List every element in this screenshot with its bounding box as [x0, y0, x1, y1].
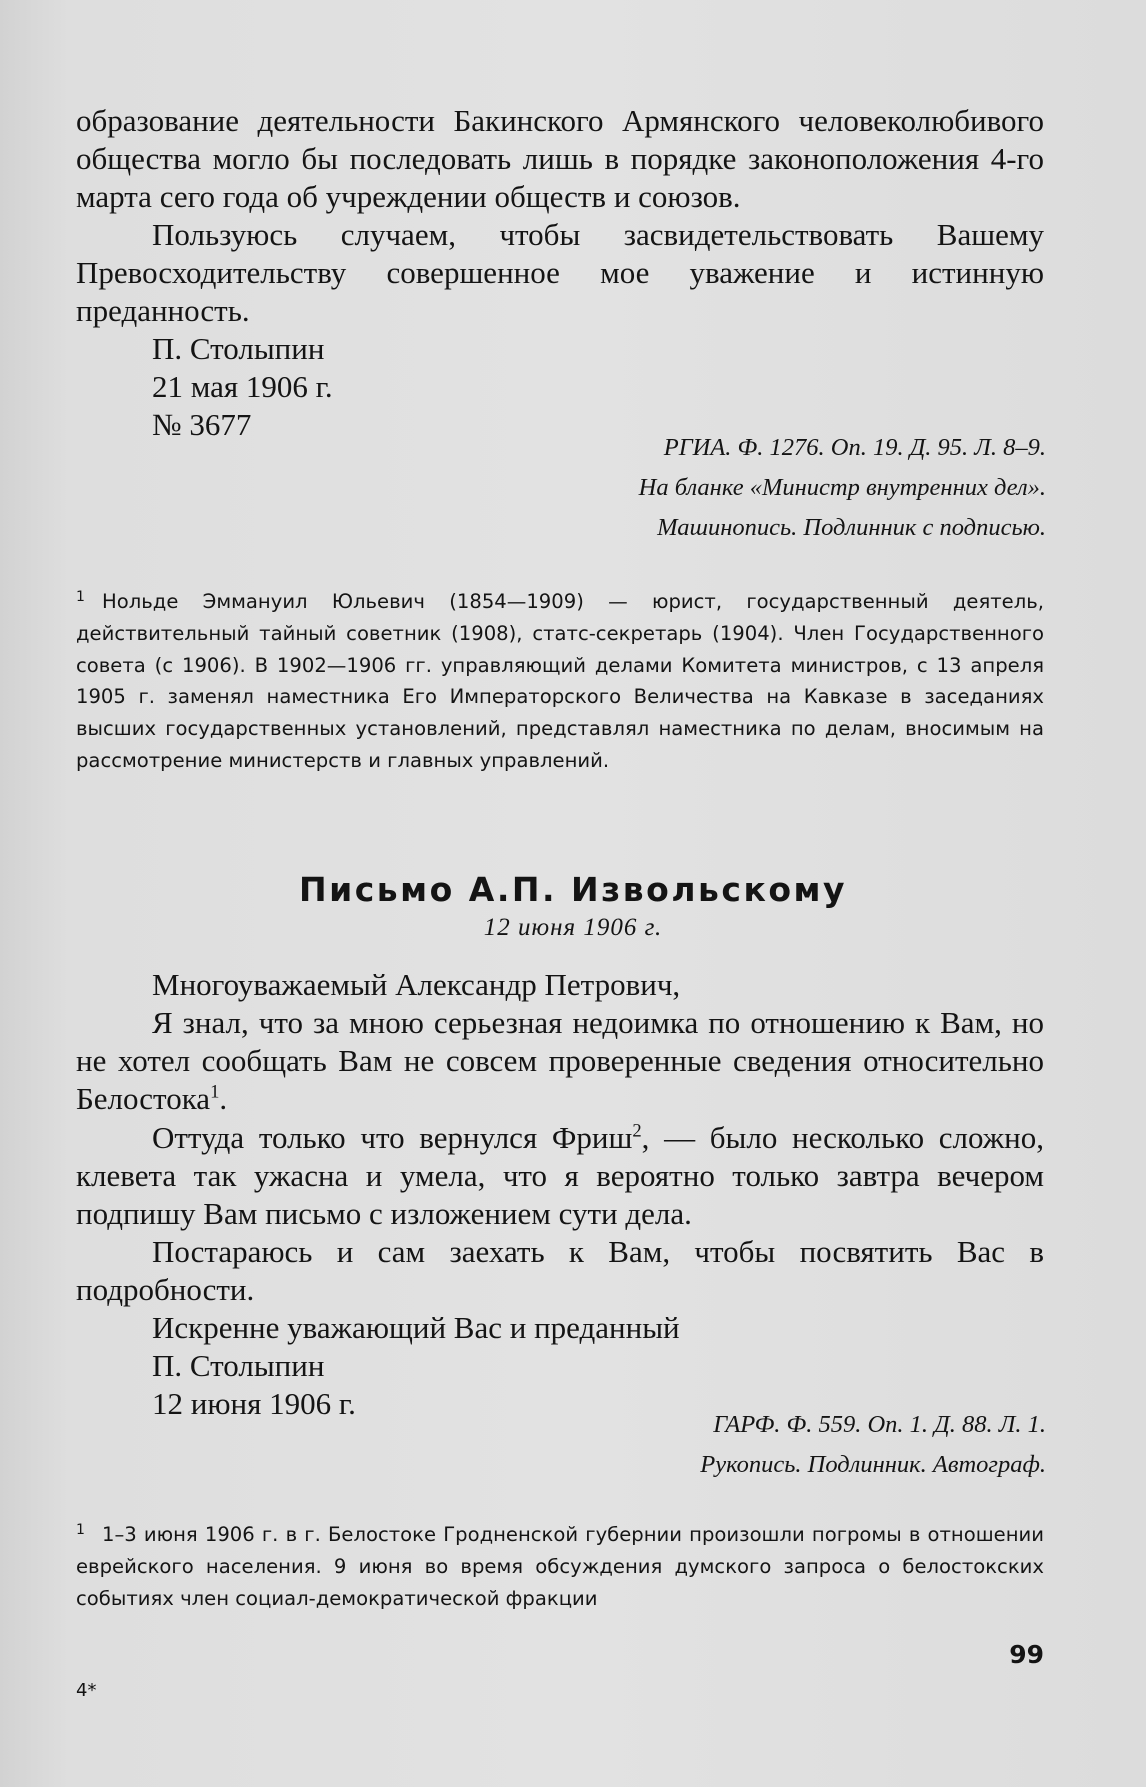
footnote-ref: 2 — [632, 1120, 642, 1142]
letter1-source-archive: РГИА. Ф. 1276. Оп. 19. Д. 95. Л. 8–9. — [663, 434, 1046, 461]
footnote-text: Нольде Эммануил Юльевич (1854—1909) — юрист, государственный деятель, действительный тайный советник (1908), статс-секретарь (1904). Член Государственного совета (с 1906). В 1902—1906 гг. управляющий делами Комитета министров, с 13 апреля 1905 г. заменял наместника Его Императорского Величества на Кавказе в заседаниях высших государственных установлений, представлял наместника по делам, вносимым на рассмотрение министерств и главных управлений. — [76, 590, 1044, 772]
letter1-signature: П. Столыпин — [152, 331, 325, 366]
letter2-signature: П. Столыпин — [152, 1348, 325, 1383]
page-number: 99 — [1009, 1640, 1044, 1669]
paragraph-text: Я знал, что за мною серьезная недоимка по отношению к Вам, но не хотел сообщать Вам не совсем проверенные сведения относительно Белостока — [76, 1005, 1044, 1117]
letter2-paragraph-1 — [76, 1004, 1044, 1119]
letter2-date: 12 июня 1906 г. — [152, 1386, 356, 1421]
footnote-ref: 1 — [210, 1082, 220, 1104]
footnote-marker: 1 — [76, 589, 85, 605]
letter2-source-type: Рукопись. Подлинник. Автограф. — [700, 1451, 1046, 1478]
letter1-source-letterhead: На бланке «Министр внутренних дел». — [638, 474, 1046, 501]
letter1-date: 21 мая 1906 г. — [152, 369, 333, 404]
letter2-closing: Искренне уважающий Вас и преданный — [152, 1310, 680, 1345]
footnote-marker: 1 — [76, 1522, 85, 1538]
letter2-salutation: Многоуважаемый Александр Петрович, — [152, 967, 681, 1002]
letter1-closing-paragraph: Пользуюсь случаем, чтобы засвидетельствовать Вашему Превосходительству совершенное мое уважение и истинную преданность. — [76, 217, 1044, 329]
letter2-heading-date: 12 июня 1906 г. — [483, 914, 663, 941]
letter1-opening-paragraph: образование деятельности Бакинского Армянского человеколюбивого общества могло бы последовать лишь в порядке законоположения 4-го марта сего года об учреждении обществ и союзов. — [76, 103, 1044, 215]
footnote-text: 1–3 июня 1906 г. в г. Белостоке Гродненской губернии произошли погромы в отношении еврейского населения. 9 июня во время обсуждения думского запроса о белостокских событиях член социал-демократической фракции — [76, 1523, 1044, 1610]
letter1-number: № 3677 — [152, 407, 252, 442]
letter2-heading: Письмо А.П. Извольскому — [298, 870, 848, 909]
letter2-source-archive: ГАРФ. Ф. 559. Оп. 1. Д. 88. Л. 1. — [713, 1411, 1046, 1438]
paragraph-end: . — [219, 1081, 228, 1117]
paragraph-text-continued: , — было несколько сложно, клевета так ужасна и умела, что я вероятно только завтра вечером подпишу Вам письмо с изложением сути дела. — [76, 1120, 1045, 1232]
letter2-footnote — [76, 1519, 1044, 1614]
printer-signature-mark: 4* — [76, 1680, 97, 1701]
letter2-paragraph-3: Постараюсь и сам заехать к Вам, чтобы посвятить Вас в подробности. — [76, 1234, 1044, 1308]
letter1-footnote — [76, 586, 1044, 777]
letter2-paragraph-2 — [76, 1119, 1044, 1234]
paragraph-text: Оттуда только что вернулся Фриш — [152, 1120, 633, 1155]
letter1-source-type: Машинопись. Подлинник с подписью. — [657, 514, 1046, 541]
